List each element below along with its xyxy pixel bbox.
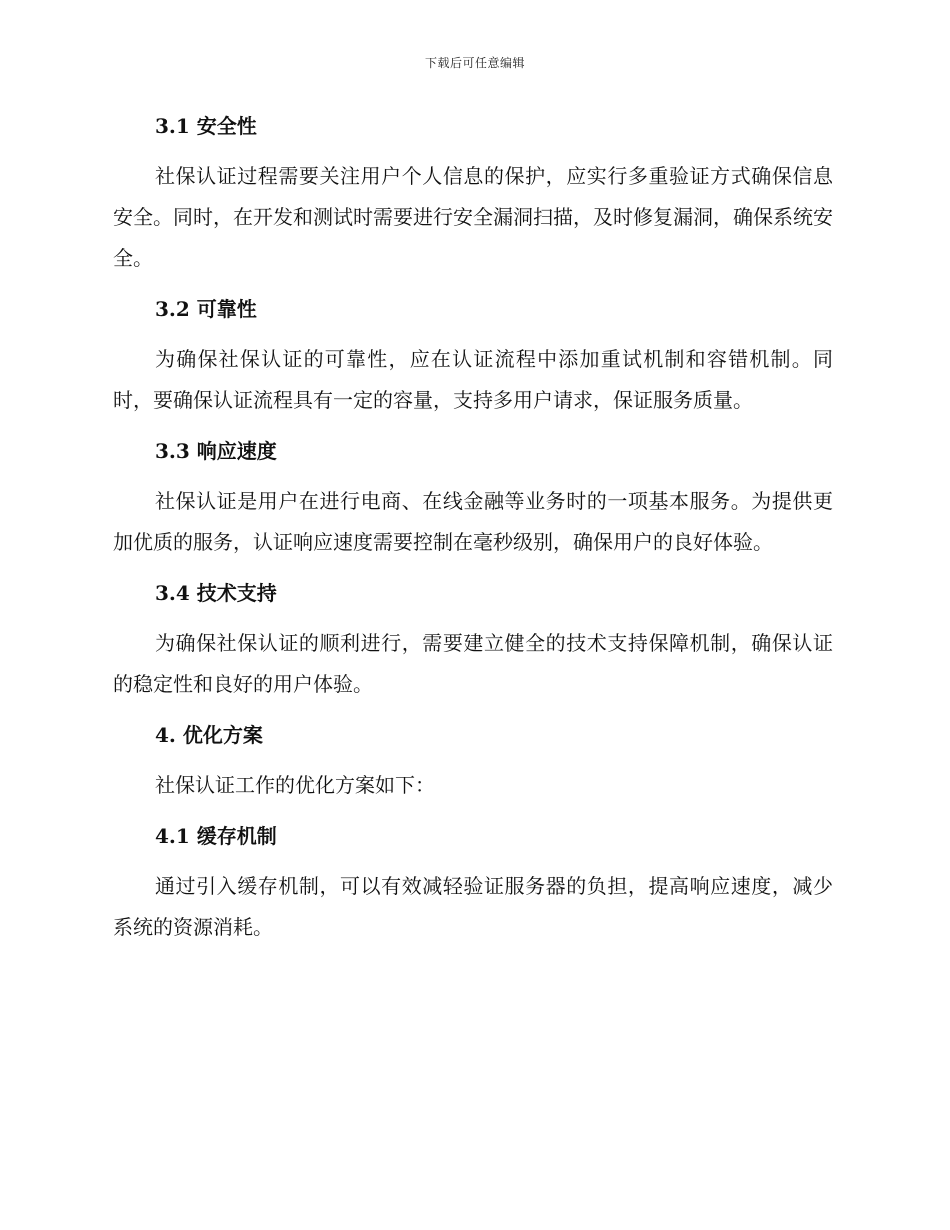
section-heading-3-1: 3.1 安全性 <box>155 114 257 138</box>
section-paragraph-4: 社保认证工作的优化方案如下： <box>155 773 435 797</box>
section-paragraph-3-1: 社保认证过程需要关注用户个人信息的保护，应实行多重验证方式确保信息安全。同时，在开发和测试时需要进行安全漏洞扫描，及时修复漏洞，确保系统安全。 <box>113 164 833 270</box>
section-paragraph-4-1: 通过引入缓存机制，可以有效减轻验证服务器的负担，提高响应速度，减少系统的资源消耗。 <box>113 874 833 939</box>
page-header: 下载后可任意编辑 <box>424 56 525 70</box>
section-heading-4: 4. 优化方案 <box>155 723 263 747</box>
section-heading-3-4: 3.4 技术支持 <box>155 581 277 605</box>
section-heading-3-3: 3.3 响应速度 <box>155 439 277 463</box>
document-body <box>113 110 833 948</box>
section-heading-3-2: 3.2 可靠性 <box>155 297 257 321</box>
section-paragraph-3-2: 为确保社保认证的可靠性，应在认证流程中添加重试机制和容错机制。同时，要确保认证流程具有一定的容量，支持多用户请求，保证服务质量。 <box>113 347 833 412</box>
section-heading-4-1: 4.1 缓存机制 <box>155 824 277 848</box>
section-paragraph-3-4: 为确保社保认证的顺利进行，需要建立健全的技术支持保障机制，确保认证的稳定性和良好的用户体验。 <box>113 631 833 696</box>
section-paragraph-3-3: 社保认证是用户在进行电商、在线金融等业务时的一项基本服务。为提供更加优质的服务，认证响应速度需要控制在毫秒级别，确保用户的良好体验。 <box>113 489 833 554</box>
